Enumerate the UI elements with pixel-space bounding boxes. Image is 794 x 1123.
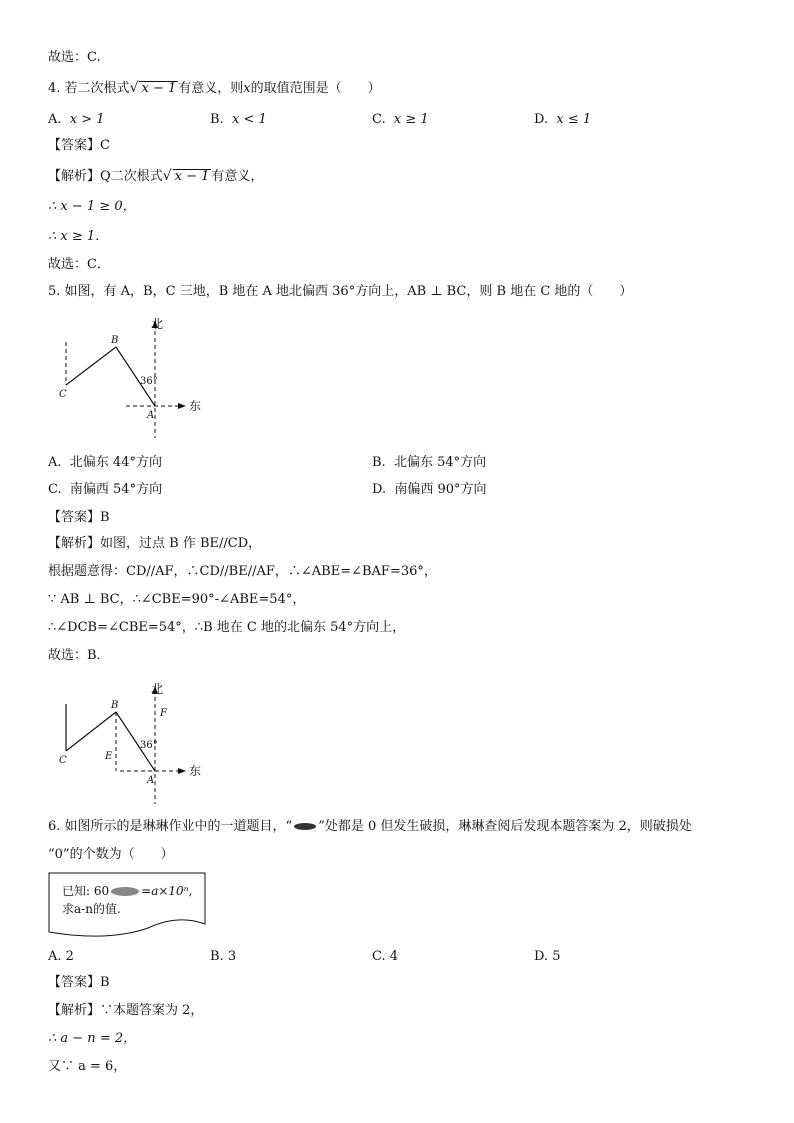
q6-answer: 【答案】B bbox=[48, 975, 110, 990]
q6-option-d: D. 5 bbox=[534, 949, 561, 964]
q5-analysis-line-4: ∴∠DCB=∠CBE=54°，∴B 地在 C 地的北偏东 54°方向上， bbox=[48, 620, 406, 635]
q4-option-b: B. x < 1 bbox=[210, 112, 267, 127]
q5-analysis-line-1: 【解析】如图，过点 B 作 BE//CD， bbox=[48, 536, 262, 551]
north-label: 北 bbox=[151, 317, 164, 331]
q6-option-b: B. 3 bbox=[210, 949, 237, 964]
damage-blot-icon bbox=[294, 823, 316, 830]
q4-option-c: C. x ≥ 1 bbox=[372, 112, 429, 127]
card-line-2: 求a-n的值. bbox=[62, 902, 121, 916]
east-label: 东 bbox=[189, 764, 202, 778]
radical-sign-icon: √ bbox=[162, 168, 172, 184]
q5-answer: 【答案】B bbox=[48, 510, 110, 525]
point-f-label: F bbox=[160, 708, 167, 719]
card-line-1: 已知: 60 =a×10ⁿ, bbox=[62, 884, 193, 898]
point-a-label: A bbox=[147, 775, 155, 786]
point-b-label: B bbox=[111, 335, 119, 346]
q5-option-b: B. 北偏东 54°方向 bbox=[372, 455, 487, 470]
q6-analysis-line-3: 又∵ a = 6， bbox=[48, 1059, 127, 1074]
damage-blot-icon bbox=[111, 887, 139, 896]
point-a-label: A bbox=[147, 410, 155, 421]
q4-stem-a: 若二次根式 bbox=[64, 81, 130, 96]
point-c-label: C bbox=[59, 389, 67, 400]
q4-stem bbox=[48, 79, 381, 98]
q5-diagram-2 bbox=[48, 676, 218, 806]
q6-analysis-line-1: 【解析】∵本题答案为 2， bbox=[48, 1003, 204, 1018]
q4-step-1: ∴ x − 1 ≥ 0， bbox=[48, 199, 136, 214]
q4-step-2: ∴ x ≥ 1． bbox=[48, 229, 109, 244]
q4-var: x bbox=[243, 81, 251, 96]
radical-sign-icon: √ bbox=[129, 80, 139, 96]
q5-stem: 5. 如图，有 A，B，C 三地，B 地在 A 地北偏西 36°方向上，AB ⊥ BC，则 B 地在 C 地的（ ） bbox=[48, 284, 633, 299]
angle-label: 36° bbox=[140, 740, 158, 751]
north-label: 北 bbox=[151, 682, 164, 696]
q5-analysis-line-3: ∵ AB ⊥ BC，∴∠CBE=90°-∠ABE=54°， bbox=[48, 592, 306, 607]
q5-option-c: C. 南偏西 54°方向 bbox=[48, 482, 163, 497]
q4-analysis: 【解析】Q二次根式√ x − 1 有意义， bbox=[48, 168, 264, 184]
because-glyph: Q bbox=[100, 169, 111, 184]
angle-label: 36° bbox=[140, 376, 158, 387]
q4-option-d: D. x ≤ 1 bbox=[534, 112, 592, 127]
q5-diagram-1 bbox=[48, 310, 218, 440]
point-c-label: C bbox=[59, 755, 67, 766]
q6-analysis-line-2: ∴ a − n = 2， bbox=[48, 1031, 137, 1046]
q4-stem-c: 的取值范围是（ ） bbox=[250, 81, 381, 96]
east-label: 东 bbox=[189, 399, 202, 413]
q6-stem-line-1: 6. 如图所示的是琳琳作业中的一道题目，“ ”处都是 0 但发生破损，琳琳查阅后发现本题答案为 2，则破损处 bbox=[48, 819, 692, 834]
q6-option-a: A. 2 bbox=[48, 949, 74, 964]
q4-radicand: x − 1 bbox=[141, 81, 177, 96]
q6-option-c: C. 4 bbox=[372, 949, 399, 964]
q4-choose: 故选：C． bbox=[48, 257, 110, 272]
q6-stem-line-2: “0”的个数为（ ） bbox=[48, 847, 174, 862]
q4-stem-b: 有意义，则 bbox=[178, 81, 244, 96]
q5-analysis-line-2: 根据题意得：CD//AF，∴CD//BE//AF，∴∠ABE=∠BAF=36°， bbox=[48, 564, 437, 579]
point-e-label: E bbox=[105, 751, 113, 762]
q4-answer: 【答案】C bbox=[48, 138, 110, 153]
prev-answer-line: 故选：C. bbox=[48, 50, 101, 65]
q5-analysis-line-5: 故选：B． bbox=[48, 648, 110, 663]
point-b-label: B bbox=[111, 700, 119, 711]
q5-option-a: A. 北偏东 44°方向 bbox=[48, 455, 162, 470]
q5-option-d: D. 南偏西 90°方向 bbox=[372, 482, 487, 497]
q4-option-a: A. x > 1 bbox=[48, 112, 105, 127]
q4-number: 4. bbox=[48, 81, 61, 96]
